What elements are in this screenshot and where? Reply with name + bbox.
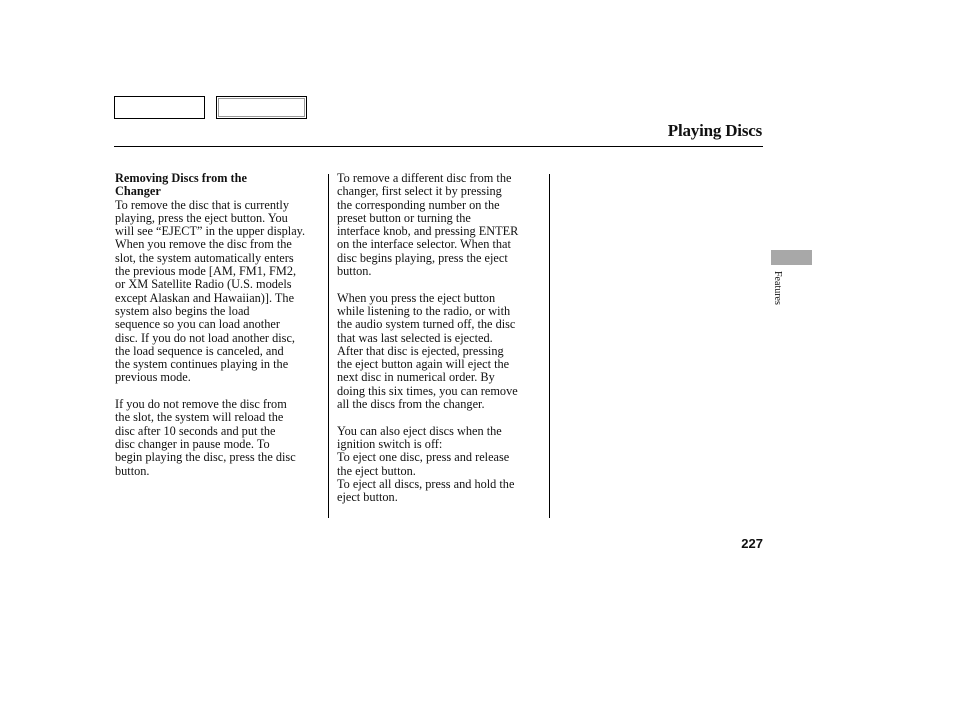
- paragraph: To remove a different disc from the changer, first select it by pressing the corresponding number on the preset button or turning the interface knob, and pressing ENTER on the interface selector. When that disc begins playing, press the eject button.: [337, 171, 519, 279]
- header-rule: [114, 146, 763, 147]
- paragraph: If you do not remove the disc from the slot, the system will reload the disc after 10 seconds and put the disc changer in pause mode. To begin playing the disc, press the disc button.: [115, 397, 296, 478]
- left-column: [115, 172, 327, 478]
- section-tab-label: Features: [772, 271, 783, 305]
- page-number: 227: [741, 536, 763, 551]
- page-title: Playing Discs: [667, 121, 762, 140]
- paragraph: To remove the disc that is currently playing, press the eject button. You will see “EJECT” in the upper display. When you remove the disc from the slot, the system automatically enters the previous mode [AM, FM1, FM2, or XM Satellite Radio (U.S. models except Alaskan and Hawaiian)]. The system also begins the load sequence so you can load another disc. If you do not load another disc, the load sequence is canceled, and the system continues playing in the previous mode.: [115, 197, 306, 385]
- section-tab: [771, 250, 812, 265]
- section-heading: Removing Discs from the Changer: [115, 171, 247, 199]
- paragraph: When you press the eject button while listening to the radio, or with the audio system turned off, the disc that was last selected is ejected. After that disc is ejected, pressing the eject button again will eject the next disc in numerical order. By doing this six times, you can remove all the discs from the changer.: [337, 290, 518, 412]
- column-divider: [328, 174, 329, 518]
- nav-back-button[interactable]: [114, 96, 205, 119]
- nav-forward-button[interactable]: [216, 96, 307, 119]
- paragraph: You can also eject discs when the ignition switch is off: To eject one disc, press and release the eject button. To eject all discs, press and hold the eject button.: [337, 423, 515, 505]
- column-divider: [549, 174, 550, 518]
- middle-column: [337, 172, 545, 504]
